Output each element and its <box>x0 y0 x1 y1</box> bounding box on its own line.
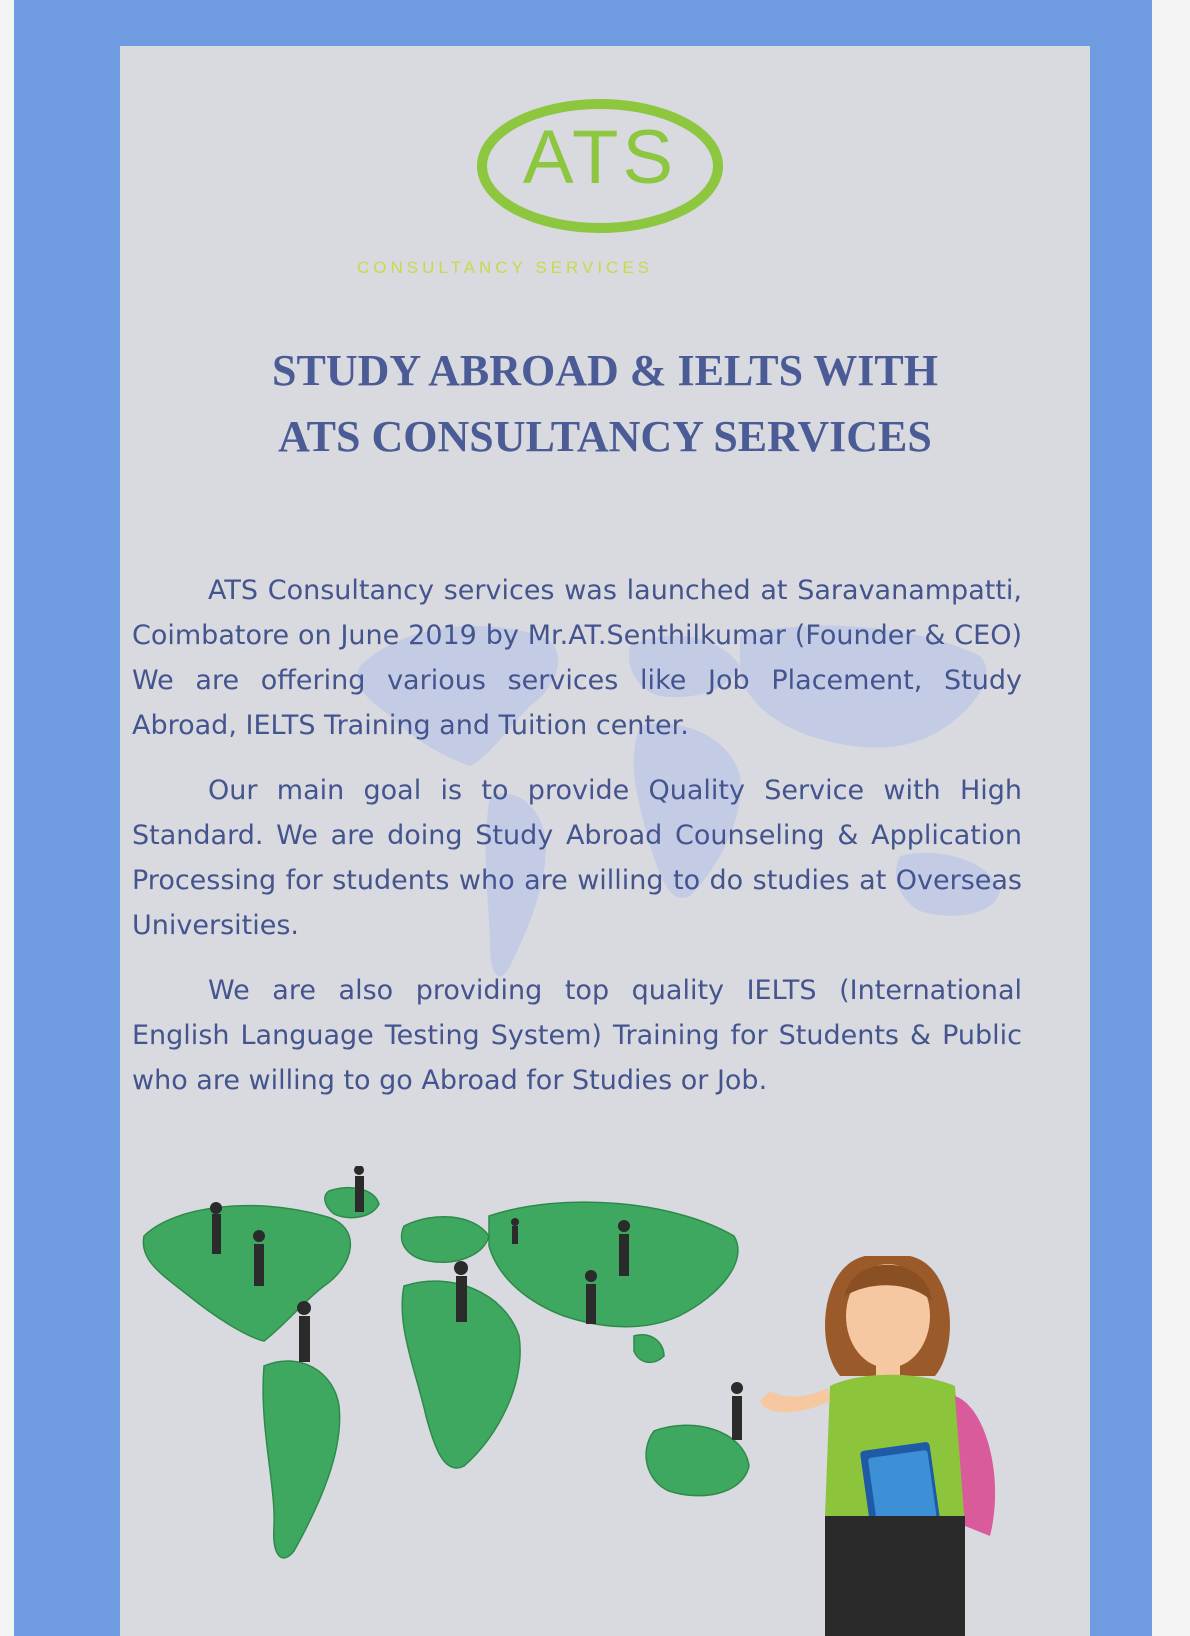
logo-initials: ATS <box>522 115 678 200</box>
teacher-with-books-icon <box>760 1176 1030 1636</box>
body-text <box>132 568 1022 1123</box>
paragraph-ielts: We are also providing top quality IELTS (International English Language Testing System) Training for Students & Public who are willing to go Abroad for Studies or Job. <box>132 975 1022 1096</box>
graduates-world-map-icon <box>134 1166 754 1586</box>
page-title <box>130 338 1080 470</box>
logo-subtitle: CONSULTANCY SERVICES <box>356 258 654 277</box>
paragraph-intro: ATS Consultancy services was launched at Saravanampatti, Coimbatore on June 2019 by Mr.AT.Senthilkumar (Founder & CEO) We are offering various services like Job Placement, Study Abroad, IELTS Training and Tuition center. <box>132 575 1022 741</box>
title-line-2: ATS CONSULTANCY SERVICES <box>278 412 932 461</box>
paragraph-goal: Our main goal is to provide Quality Service with High Standard. We are doing Study Abroad Counseling & Application Processing for students who are willing to do studies at Overseas Universities. <box>132 775 1022 941</box>
flyer-border <box>14 0 1152 1636</box>
title-line-1: STUDY ABROAD & IELTS WITH <box>272 346 938 395</box>
ats-logo <box>450 76 760 256</box>
flyer-panel <box>120 46 1090 1636</box>
